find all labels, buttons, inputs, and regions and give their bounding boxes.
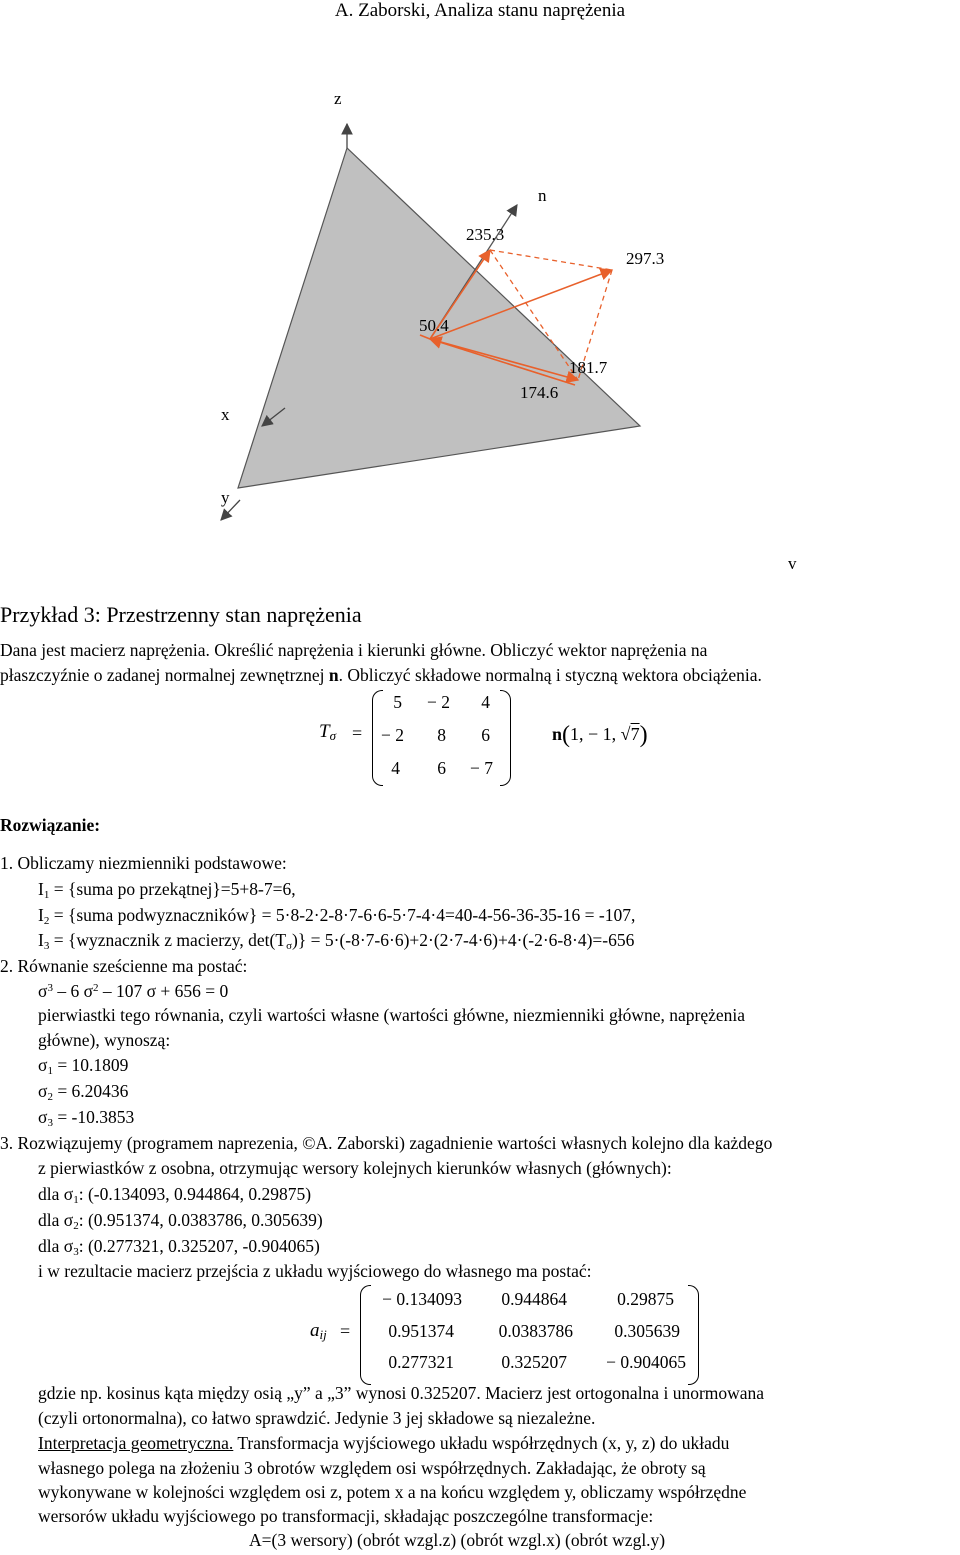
aij-cell: − 0.904065 [606, 1352, 686, 1372]
tensor-cell: − 2 [381, 725, 404, 745]
tensor-symbol: $T_\sigma$ [319, 721, 336, 743]
after-line-2: (czyli ortonormalna), co łatwo sprawdzić. Jedynie 3 jej składowe są niezależne. [38, 1408, 596, 1428]
step3-line-6: i w rezultacie macierz przejścia z układu wyjściowego do własnego ma postać: [38, 1261, 592, 1281]
aij-symbol: $a_{ij}$ [310, 1320, 327, 1342]
tensor-cell: 5 [393, 692, 402, 712]
interpretation-heading: Interpretacja geometryczna. [38, 1433, 234, 1453]
aij-cell: 0.951374 [388, 1321, 454, 1341]
page-header: A. Zaborski, Analiza stanu naprężenia [334, 0, 626, 21]
aij-cell: 0.325207 [501, 1352, 567, 1372]
normal-n-bold: n [328, 665, 339, 685]
axis-label-n: n [538, 186, 547, 205]
invariant-i3: $I_3$ = {wyznacznik z macierzy, $\det(T_\sigma)\} = 5\cdot(-8\cdot 7-6\cdot 6)+2\cdot(2\cdot 7-4\cdot 6)+4\cdot(-2\cdot 6-8\cdot 4)=-656$ [38, 930, 635, 952]
solution-heading: Rozwiązanie: [0, 815, 101, 835]
example-title-rest: : Przestrzenny stan naprężenia [94, 602, 362, 627]
example-title-prefix: Przykład 3 [0, 602, 95, 627]
step2-text-2: główne), wynoszą: [38, 1030, 171, 1050]
cubic-equation: $\sigma^3 - 6$ $\sigma^2 - 107$ σ + 656 = 0 [38, 981, 229, 1001]
aij-cell: − 0.134093 [382, 1289, 462, 1309]
step2-head: 2. Równanie sześcienne ma postać: [0, 956, 248, 976]
after-line-4: własnego polega na złożeniu 3 obrotów względem osi współrzędnych. Zakładając, że obroty są [38, 1458, 706, 1478]
normal-vector: n(1, − 1, √7) [552, 722, 648, 748]
principal-stress-2: $\sigma_2 = 6.20436$ [38, 1081, 129, 1103]
after-line-5: wykonywane w kolejności względem osi z, potem x a na końcu względem y, obliczamy współrzędne [38, 1482, 747, 1502]
aij-equals: = [340, 1321, 351, 1341]
aij-right-paren [688, 1285, 699, 1385]
principal-stress-1: $\sigma_1 = 10.1809$ [38, 1055, 129, 1077]
tensor-cell: − 7 [470, 758, 493, 778]
after-line-7: A=(3 wersory) (obrót wzgl.z) (obrót wzgl.x) (obrót wzgl.y) [249, 1530, 666, 1550]
tensor-cell: 8 [437, 725, 446, 745]
tensor-cell: − 2 [427, 692, 450, 712]
aij-cell: 0.277321 [388, 1352, 454, 1372]
sqrt-icon: √ [620, 724, 631, 744]
after-line-6: wersorów układu wyjściowego po transformacji, składając poszczególne transformacje: [38, 1506, 654, 1526]
aij-cell: 0.0383786 [498, 1321, 573, 1341]
value-label-50: 50.4 [419, 316, 449, 335]
after-line-3: Interpretacja geometryczna. Transformacja wyjściowego układu współrzędnych (x, y, z) do układu [38, 1433, 730, 1453]
invariant-i1: $I_1$ = {suma po przekątnej}=5+8-7=6, [38, 879, 296, 901]
axis-label-y: y [221, 488, 230, 507]
axis-label-v: v [788, 554, 797, 573]
value-label-174: 174.6 [520, 383, 559, 402]
eigenvector-2: dla $\sigma_2$: (0.951374, 0.0383786, 0.305639) [38, 1210, 323, 1232]
eigenvector-1: dla $\sigma_1$: (-0.134093, 0.944864, 0.29875) [38, 1184, 312, 1206]
eigenvector-3: dla $\sigma_3$: (0.277321, 0.325207, -0.904065) [38, 1236, 320, 1258]
after-line-1: gdzie np. kosinus kąta między osią „y” a „3” wynosi 0.325207. Macierz jest ortogonalna i unormowana [38, 1383, 765, 1403]
value-label-297: 297.3 [626, 249, 665, 268]
stress-diagram [0, 60, 960, 600]
aij-cell: 0.944864 [501, 1289, 567, 1309]
principal-stress-3: $\sigma_3 = -10.3853$ [38, 1107, 135, 1129]
tensor-right-paren [500, 690, 511, 786]
step3-line-1: 3. Rozwiązujemy (programem naprezenia, ©A. Zaborski) zagadnienie wartości własnych kolejno dla każdego [0, 1133, 773, 1153]
step3-line-2: z pierwiastków z osobna, otrzymując wersory kolejnych kierunków własnych (głównych): [38, 1158, 672, 1178]
aij-cell: 0.29875 [617, 1289, 674, 1309]
intro-line-2: płaszczyźnie o zadanej normalnej zewnętrznej n. Obliczyć składowe normalną i styczną wektora obciążenia. [0, 665, 762, 685]
step2-text-1: pierwiastki tego równania, czyli wartości własne (wartości główne, niezmienniki główne, naprężenia [38, 1005, 746, 1025]
value-label-181: 181.7 [569, 358, 608, 377]
tensor-equals: = [352, 723, 363, 743]
tensor-cell: 4 [481, 692, 490, 712]
invariant-i2: $I_2$ = {suma podwyznaczników} = 5·8-2·2-8·7-6·6-5·7-4·4=40-4-56-36-35-16 = -107, [38, 905, 636, 927]
aij-cell: 0.305639 [614, 1321, 680, 1341]
axis-label-z: z [334, 89, 342, 108]
step1-head: 1. Obliczamy niezmienniki podstawowe: [0, 853, 287, 873]
value-label-235: 235.3 [466, 225, 505, 244]
tensor-cell: 4 [391, 758, 400, 778]
axis-label-x: x [221, 405, 230, 424]
example-title [0, 602, 362, 628]
tensor-cell: 6 [437, 758, 446, 778]
tensor-cell: 6 [481, 725, 490, 745]
intro-line-1: Dana jest macierz naprężenia. Określić naprężenia i kierunki główne. Obliczyć wektor naprężenia na [0, 640, 708, 660]
